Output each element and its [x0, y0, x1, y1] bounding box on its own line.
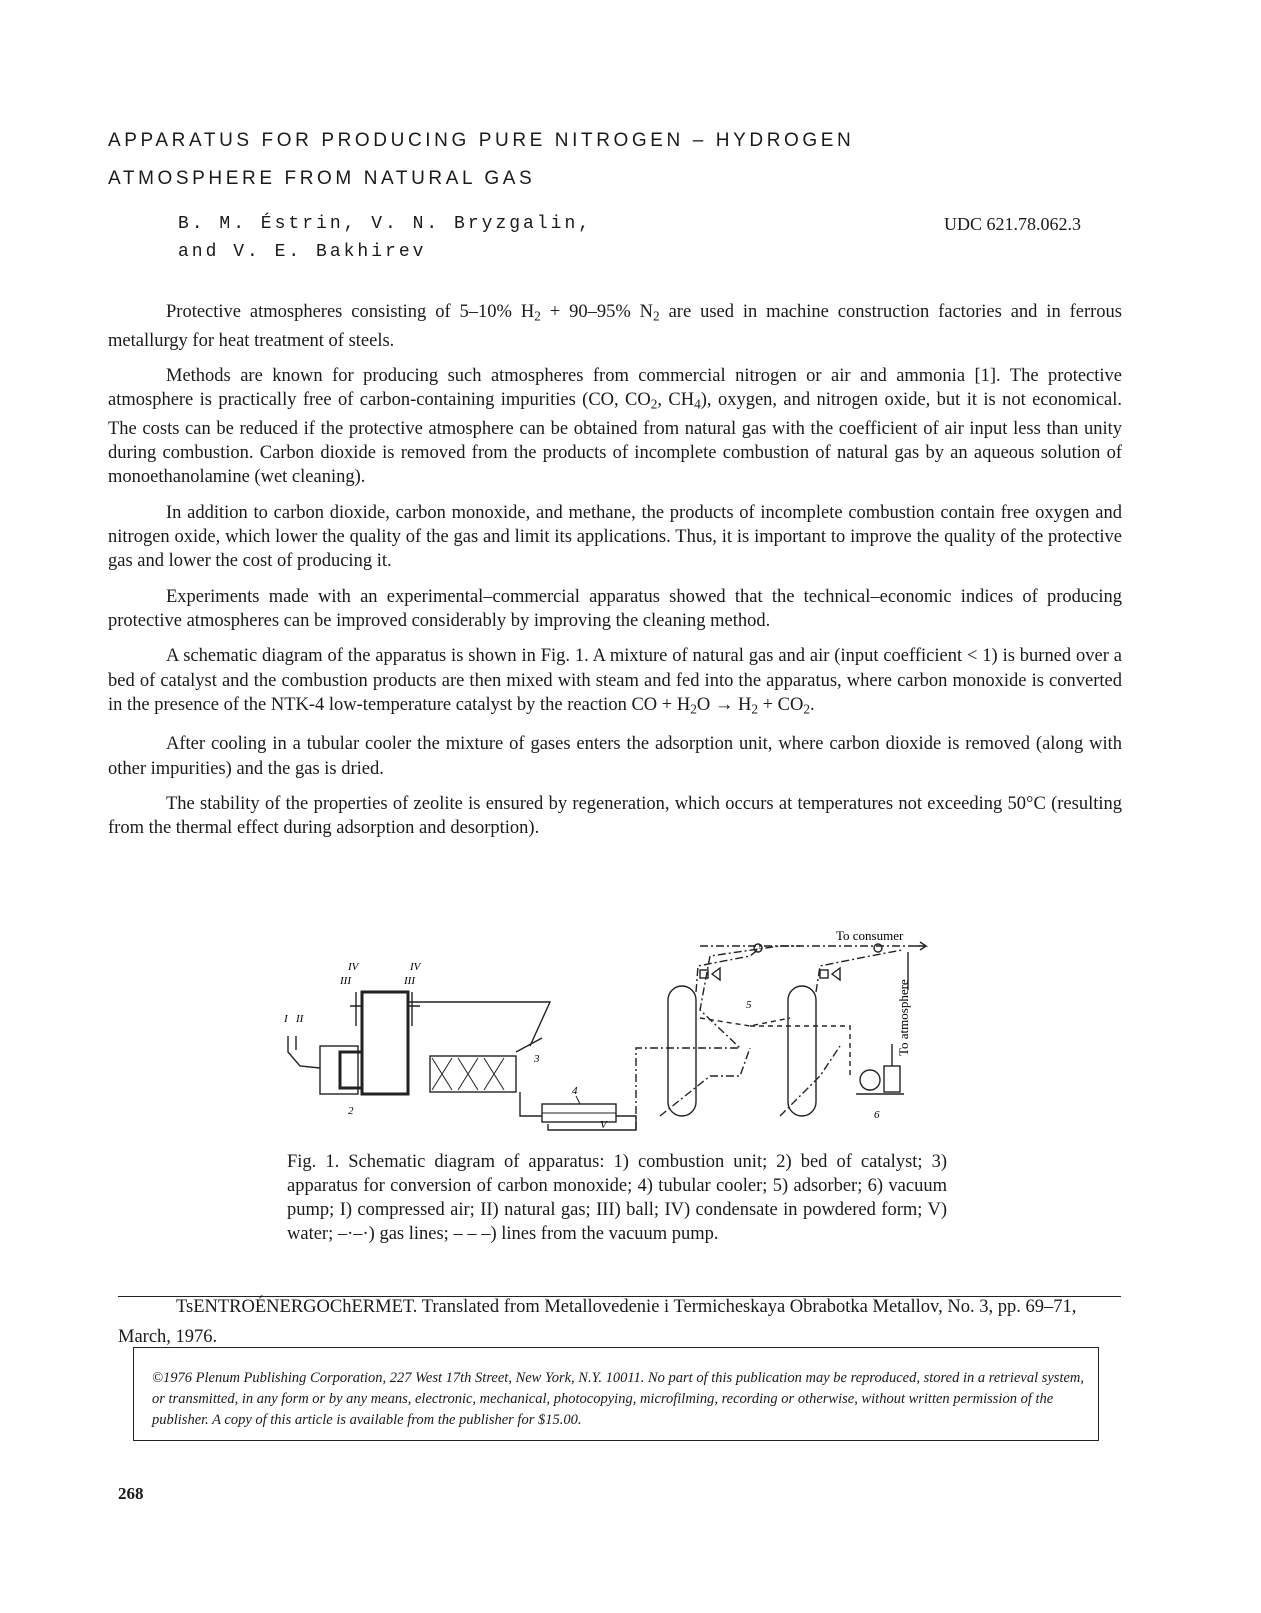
translation-footnote: TsENTROÉNERGOChERMET. Translated from Metallovedenie i Termicheskaya Obrabotka Metallov, No. 3, pp. 69–71, March, 1976.	[118, 1297, 1077, 1347]
paragraph-7: The stability of the properties of zeolite is ensured by regeneration, which occurs at temperatures not exceeding 50°C (resulting from the thermal effect during adsorption and desorption).	[108, 794, 1122, 839]
paragraph-2: Methods are known for producing such atmospheres from commercial nitrogen or air and ammonia [1]. The protective atmosphere is practically free of carbon-containing impurities (CO, $CO_2$, $CH_4$), oxygen, and nitrogen oxide, but it is not economical. The costs can be reduced if the protective atmosphere can be obtained from natural gas with the coefficient of air input less than unity during combustion. Carbon dioxide is removed from the products of incomplete combustion of natural gas by an aqueous solution of monoethanolamine (wet cleaning).	[108, 365, 1123, 488]
conversion-apparatus	[430, 1056, 516, 1092]
label-roman-3-left: III	[340, 975, 351, 987]
inlet-pipe	[288, 1036, 320, 1068]
paragraph-6: After cooling in a tubular cooler the mixture of gases enters the adsorption unit, where carbon dioxide is removed (along with other impurities) and the gas is dried.	[108, 734, 1122, 779]
label-2: 2	[348, 1105, 354, 1117]
label-roman-5: V	[600, 1119, 607, 1131]
paragraph-4: Experiments made with an experimental–commercial apparatus showed that the technical–economic indices of producing protective atmospheres can be improved considerably by improving the cleaning method.	[108, 586, 1122, 631]
reactor-vessel	[362, 992, 408, 1094]
title-line-2: ATMOSPHERE FROM NATURAL GAS	[108, 168, 536, 189]
article-body	[108, 300, 1122, 852]
paragraph-5: A schematic diagram of the apparatus is shown in Fig. 1. A mixture of natural gas and air (input coefficient < 1) is burned over a bed of catalyst and the combustion products are then mixed with steam and fed into the apparatus, where carbon monoxide is converted in the presence of the NTK-4 low-temperature catalyst by the reaction CO + $H_2O \to H_2 + CO_2$.	[108, 646, 1122, 717]
paragraph-1: Protective atmospheres consisting of 5–10% $H_2 + 90-95\%$ $N_2$ are used in machine construction factories and in ferrous metallurgy for heat treatment of steels.	[108, 302, 1122, 351]
authors	[178, 210, 592, 266]
paragraph-3: In addition to carbon dioxide, carbon monoxide, and methane, the products of incomplete combustion contain free oxygen and nitrogen oxide, which lower the quality of the gas and limit its applications. Thus, it is important to improve the quality of the protective gas and lower the cost of producing it.	[108, 502, 1122, 572]
authors-line-2: and V. E. Bakhirev	[178, 242, 427, 262]
label-5: 5	[746, 999, 752, 1011]
copyright-notice: ©1976 Plenum Publishing Corporation, 227 West 17th Street, New York, N.Y. 10011. No part of this publication may be reproduced, stored in a retrieval system, or transmitted, in any form or by any means, electronic, mechanical, photocopying, microfilming, recording or otherwise, without written permission of the publisher. A copy of this article is available from the publisher for $15.00.	[133, 1347, 1099, 1441]
label-roman-4-left: IV	[348, 961, 359, 973]
schematic-diagram	[280, 926, 940, 1146]
label-roman-1: I	[284, 1013, 288, 1025]
page-number: 268	[118, 1484, 144, 1503]
label-roman-4-right: IV	[410, 961, 421, 973]
label-roman-3-right: III	[404, 975, 415, 987]
figure-1-schematic	[280, 926, 940, 1146]
title-line-1: APPARATUS FOR PRODUCING PURE NITROGEN – HYDROGEN	[108, 130, 855, 151]
authors-line-1: B. M. Éstrin, V. N. Bryzgalin,	[178, 214, 593, 234]
udc-code: UDC 621.78.062.3	[944, 214, 1082, 234]
arrow-to-consumer	[916, 942, 926, 950]
vacuum-pump	[860, 1070, 880, 1090]
label-to-atmosphere: To atmosphere	[896, 979, 911, 1056]
label-6: 6	[874, 1109, 880, 1121]
label-roman-2: II	[296, 1013, 304, 1025]
adsorber-2	[788, 986, 816, 1116]
label-to-consumer: To consumer	[836, 928, 904, 943]
label-4: 4	[572, 1085, 578, 1097]
catalyst-bed	[340, 1052, 362, 1088]
article-title	[108, 122, 854, 198]
label-3: 3	[534, 1053, 540, 1065]
adsorber-1	[668, 986, 696, 1116]
figure-caption: Fig. 1. Schematic diagram of apparatus: 1) combustion unit; 2) bed of catalyst; 3) apparatus for conversion of carbon monoxide; 4) tubular cooler; 5) adsorber; 6) vacuum pump; I) compressed air; II) natural gas; III) ball; IV) condensate in powdered form; V) water; –·–·) gas lines; – – –) lines from the vacuum pump.	[287, 1152, 947, 1244]
